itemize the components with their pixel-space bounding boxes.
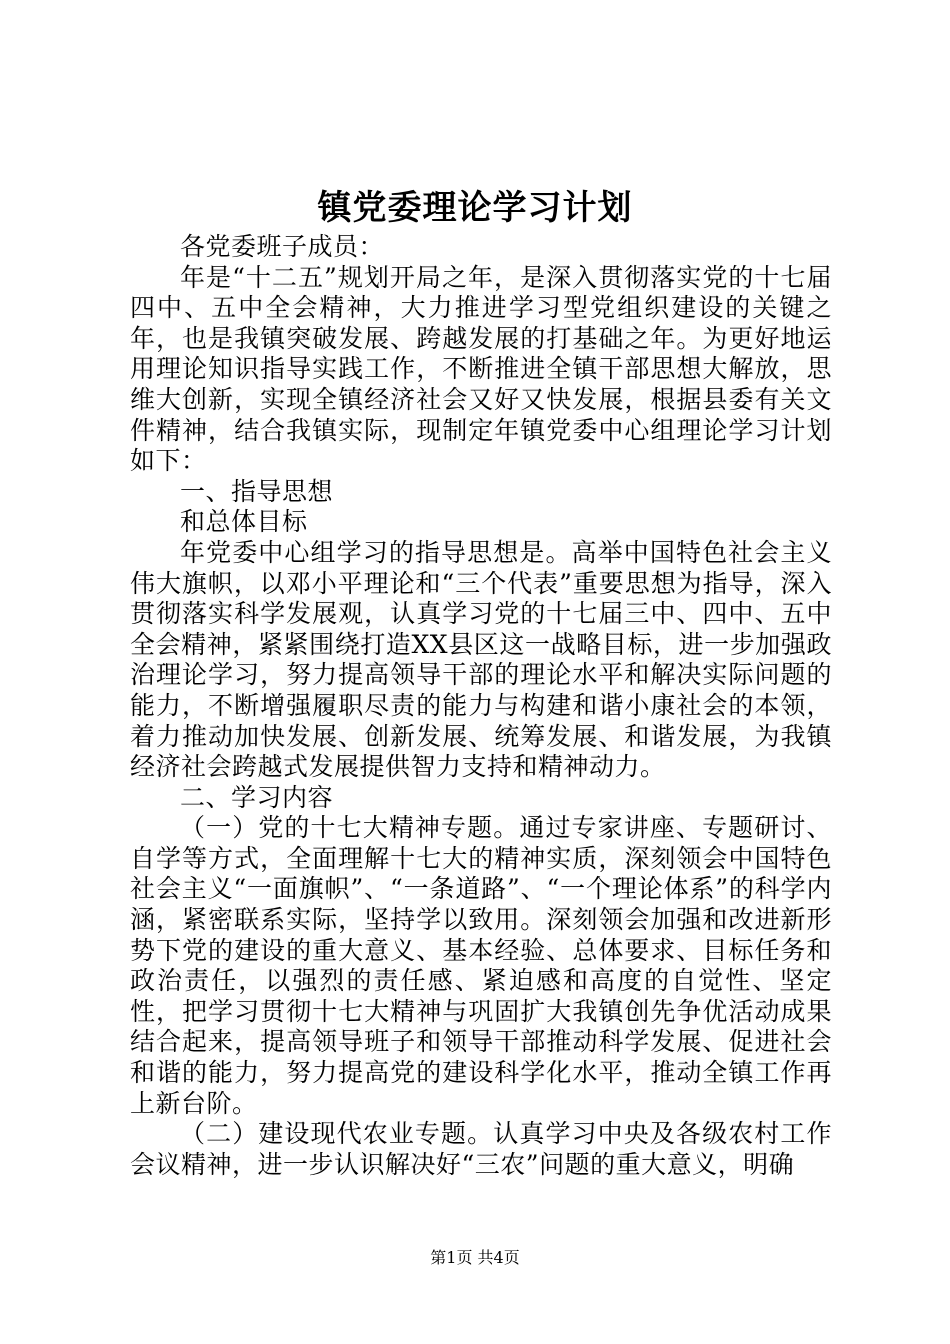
document-title: 镇党委理论学习计划 bbox=[317, 188, 633, 228]
content-item-2: （二）建设现代农业专题。认真学习中央及各级农村工作会议精神，进一步认识解决好“三农”问题的重大意义，明确 bbox=[130, 1119, 832, 1179]
salutation: 各党委班子成员： bbox=[180, 232, 385, 261]
section-heading-2: 二、学习内容 bbox=[180, 782, 334, 812]
content-item-1: （一）党的十七大精神专题。通过专家讲座、专题研讨、自学等方式，全面理解十七大的精神实质，深刻领会中国特色社会主义“一面旗帜”、“一条道路”、“一个理论体系”的科学内涵，紧密联系实际，坚持学以致用。深刻领会加强和改进新形势下党的建设的重大意义、基本经验、总体要求、目标任务和政治责任，以强烈的责任感、紧迫感和高度的自觉性、坚定性，把学习贯彻十七大精神与巩固扩大我镇创先争优活动成果结合起来，提高领导班子和领导干部推动科学发展、促进社会和谐的能力，努力提高党的建设科学化水平，推动全镇工作再上新台阶。 bbox=[130, 813, 832, 1118]
page-footer: 第1页 共4页 bbox=[430, 1248, 520, 1267]
section-heading-1: 一、指导思想 bbox=[180, 476, 334, 506]
intro-paragraph: 年是“十二五”规划开局之年，是深入贯彻落实党的十七届四中、五中全会精神，大力推进学习型党组织建设的关键之年，也是我镇突破发展、跨越发展的打基础之年。为更好地运用理论知识指导实践工作，不断推进全镇干部思想大解放，思维大创新，实现全镇经济社会又好又快发展，根据县委有关文件精神，结合我镇实际，现制定年镇党委中心组理论学习计划如下： bbox=[130, 262, 832, 476]
document-body bbox=[130, 232, 832, 1180]
guiding-thought-paragraph: 年党委中心组学习的指导思想是。高举中国特色社会主义伟大旗帜，以邓小平理论和“三个代表”重要思想为指导，深入贯彻落实科学发展观，认真学习党的十七届三中、四中、五中全会精神，紧紧围绕打造XX县区这一战略目标，进一步加强政治理论学习，努力提高领导干部的理论水平和解决实际问题的能力，不断增强履职尽责的能力与构建和谐小康社会的本领，着力推动加快发展、创新发展、统筹发展、和谐发展，为我镇经济社会跨越式发展提供智力支持和精神动力。 bbox=[130, 537, 832, 782]
section-heading-1-cont: 和总体目标 bbox=[180, 507, 308, 537]
